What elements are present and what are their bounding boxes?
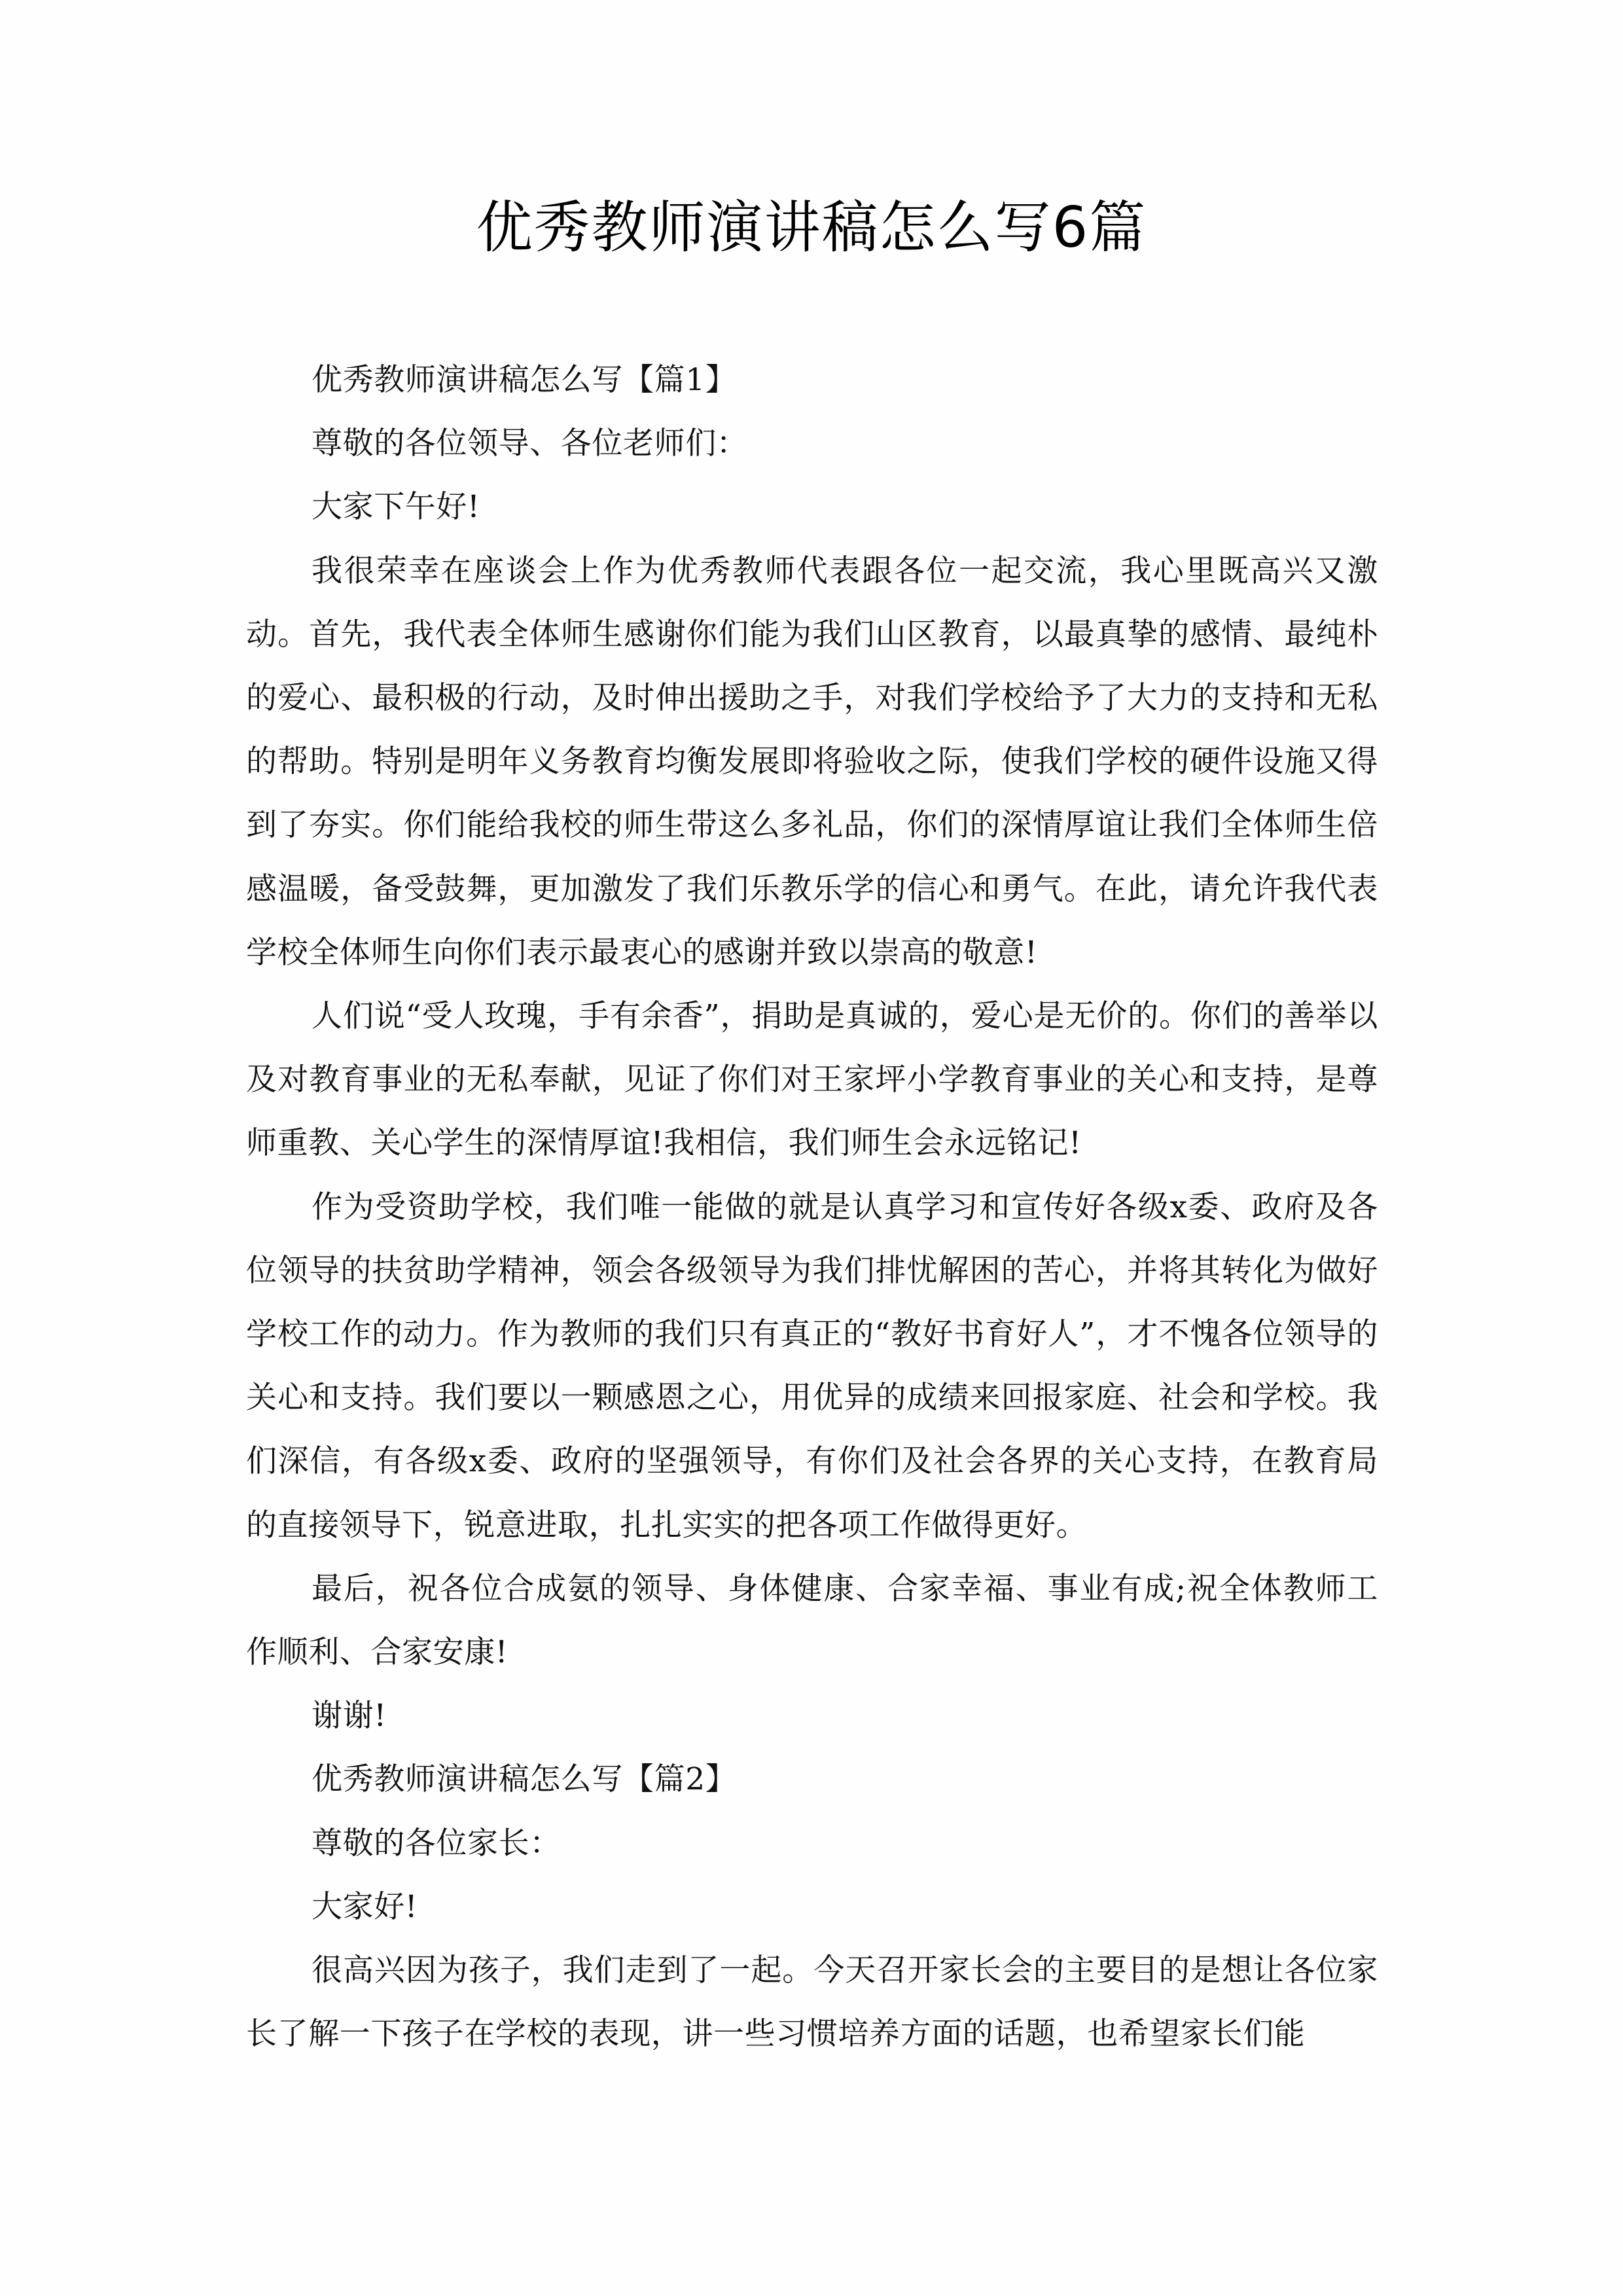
body-paragraph: 最后，祝各位合成氨的领导、身体健康、合家幸福、事业有成;祝全体教师工作顺利、合家安康! xyxy=(246,1570,1378,1671)
document-body xyxy=(246,348,1378,2066)
body-paragraph: 很高兴因为孩子，我们走到了一起。今天召开家长会的主要目的是想让各位家长了解一下孩子在学校的表现，讲一些习惯培养方面的话题，也希望家长们能 xyxy=(246,1952,1378,2053)
greeting: 大家好! xyxy=(312,1888,418,1925)
section-heading-2: 优秀教师演讲稿怎么写【篇2】 xyxy=(312,1761,737,1798)
body-paragraph: 我很荣幸在座谈会上作为优秀教师代表跟各位一起交流，我心里既高兴又激动。首先，我代表全体师生感谢你们能为我们山区教育，以最真挚的感情、最纯朴的爱心、最积极的行动，及时伸出援助之手，对我们学校给予了大力的支持和无私的帮助。特别是明年义务教育均衡发展即将验收之际，使我们学校的硬件设施又得到了夯实。你们能给我校的师生带这么多礼品，你们的深情厚谊让我们全体师生倍感温暖，备受鼓舞，更加激发了我们乐教乐学的信心和勇气。在此，请允许我代表学校全体师生向你们表示最衷心的感谢并致以崇高的敬意! xyxy=(246,552,1378,971)
body-paragraph: 人们说“受人玫瑰，手有余香”，捐助是真诚的，爱心是无价的。你们的善举以及对教育事业的无私奉献，见证了你们对王家坪小学教育事业的关心和支持，是尊师重教、关心学生的深情厚谊!我相信，我们师生会永远铭记! xyxy=(246,998,1378,1162)
section-heading-1: 优秀教师演讲稿怎么写【篇1】 xyxy=(312,362,737,398)
document-title: 优秀教师演讲稿怎么写6篇 xyxy=(476,195,1147,260)
salutation: 尊敬的各位领导、各位老师们： xyxy=(312,425,748,462)
thanks-line: 谢谢! xyxy=(312,1698,387,1734)
body-paragraph: 作为受资助学校，我们唯一能做的就是认真学习和宣传好各级x委、政府及各位领导的扶贫助学精神，领会各级领导为我们排忧解困的苦心，并将其转化为做好学校工作的动力。作为教师的我们只有真正的“教好书育好人”，才不愧各位领导的关心和支持。我们要以一颗感恩之心，用优异的成绩来回报家庭、社会和学校。我们深信，有各级x委、政府的坚强领导，有你们及社会各界的关心支持，在教育局的直接领导下，锐意进取，扎扎实实的把各项工作做得更好。 xyxy=(246,1189,1378,1543)
salutation: 尊敬的各位家长： xyxy=(312,1825,561,1861)
greeting: 大家下午好! xyxy=(312,489,480,526)
